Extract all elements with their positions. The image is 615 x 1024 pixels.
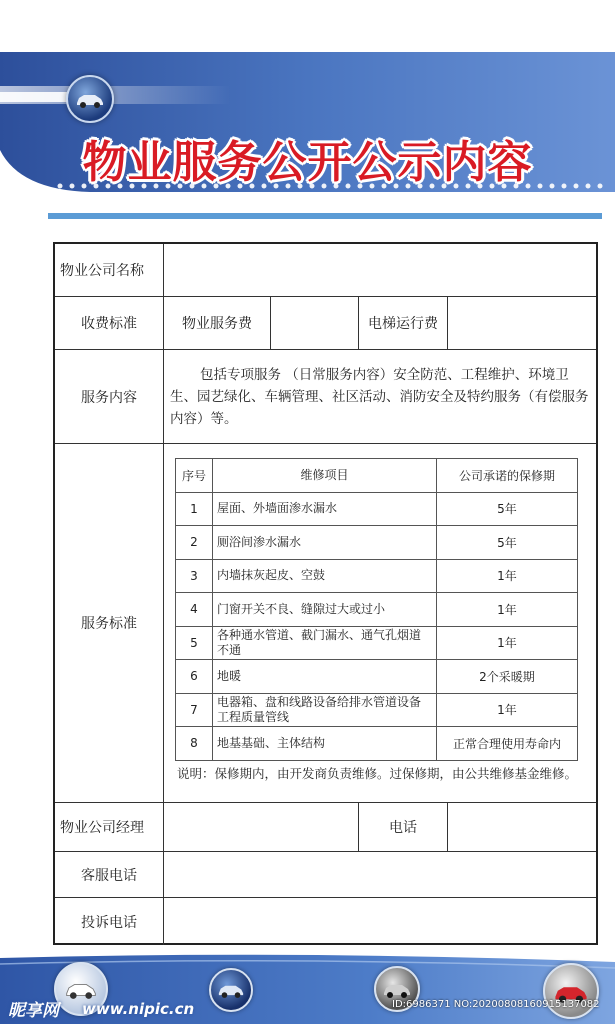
row-no: 3 — [176, 559, 213, 593]
table-row — [176, 492, 578, 526]
property-fee-value[interactable] — [271, 297, 358, 349]
service-content-label: 服务内容 — [81, 389, 137, 406]
row-period: 1年 — [437, 693, 578, 727]
row-period: 1年 — [437, 626, 578, 660]
row-no: 8 — [176, 727, 213, 761]
table-row — [176, 626, 578, 660]
row-period: 正常合理使用寿命内 — [437, 727, 578, 761]
row-period: 1年 — [437, 559, 578, 593]
company-name-value[interactable] — [164, 244, 596, 296]
row-period: 5年 — [437, 526, 578, 560]
warranty-header-row — [176, 459, 578, 493]
car-icon — [64, 978, 98, 1000]
service-standard-label: 服务标准 — [81, 616, 137, 632]
phone-value[interactable] — [448, 803, 596, 851]
customer-service-label: 客服电话 — [81, 867, 137, 884]
company-name-label: 物业公司名称 — [60, 263, 144, 279]
manager-value[interactable] — [164, 803, 358, 851]
row-no: 1 — [176, 492, 213, 526]
col-header-period: 公司承诺的保修期 — [437, 459, 578, 493]
car-badge-red — [543, 963, 599, 1019]
customer-service-value[interactable] — [164, 852, 596, 897]
car-icon — [382, 979, 412, 999]
col-header-no: 序号 — [176, 459, 213, 493]
elevator-fee-label: 电梯运行费 — [368, 316, 438, 332]
watermark-logo: 昵享网 — [8, 1001, 59, 1021]
watermark-url: www.nipic.cn — [82, 1000, 195, 1018]
row-item: 电器箱、盘和线路设备给排水管道设备工程质量管线 — [213, 693, 437, 727]
car-icon — [75, 89, 105, 109]
row-period: 1年 — [437, 593, 578, 627]
row-item: 地暖 — [213, 660, 437, 694]
table-row — [176, 526, 578, 560]
header-banner — [0, 0, 615, 232]
car-icon — [217, 980, 245, 999]
fee-standard-label: 收费标准 — [81, 316, 137, 332]
row-item: 厕浴间渗水漏水 — [213, 526, 437, 560]
car-logo-badge — [66, 75, 114, 123]
table-row — [176, 593, 578, 627]
table-row — [176, 727, 578, 761]
table-row — [176, 559, 578, 593]
complaint-value[interactable] — [164, 898, 596, 945]
service-content-text: 包括专项服务 （日常服务内容）安全防范、工程维护、环境卫生、园艺绿化、车辆管理、社区活动、消防安全及特约服务（有偿服务内容）等。 — [170, 366, 589, 427]
row-no: 4 — [176, 593, 213, 627]
row-item: 各种通水管道、截门漏水、通气孔烟道不通 — [213, 626, 437, 660]
phone-label: 电话 — [389, 820, 417, 836]
row-item: 门窗开关不良、缝隙过大或过小 — [213, 593, 437, 627]
row-item: 地基基础、主体结构 — [213, 727, 437, 761]
page-title: 物业服务公开公示内容 — [82, 137, 533, 188]
row-item: 内墙抹灰起皮、空鼓 — [213, 559, 437, 593]
row-period: 5年 — [437, 492, 578, 526]
watermark-id: ID:6986371 NO:20200808160915137082 — [392, 999, 600, 1010]
warranty-note: 说明：保修期内，由开发商负责维修。过保修期，由公共维修基金维修。 — [177, 766, 578, 781]
service-content-cell — [164, 350, 596, 443]
row-no: 7 — [176, 693, 213, 727]
elevator-fee-value[interactable] — [448, 297, 596, 349]
property-fee-label: 物业服务费 — [182, 316, 252, 332]
table-row — [176, 660, 578, 694]
car-badge-blue — [209, 968, 253, 1012]
disclosure-form — [53, 242, 598, 945]
row-no: 5 — [176, 626, 213, 660]
col-header-item: 维修项目 — [213, 459, 437, 493]
table-row — [176, 693, 578, 727]
complaint-label: 投诉电话 — [81, 914, 137, 931]
manager-label: 物业公司经理 — [60, 820, 144, 836]
row-item: 屋面、外墙面渗水漏水 — [213, 492, 437, 526]
row-period: 2个采暖期 — [437, 660, 578, 694]
row-no: 6 — [176, 660, 213, 694]
warranty-table — [175, 458, 578, 761]
row-no: 2 — [176, 526, 213, 560]
